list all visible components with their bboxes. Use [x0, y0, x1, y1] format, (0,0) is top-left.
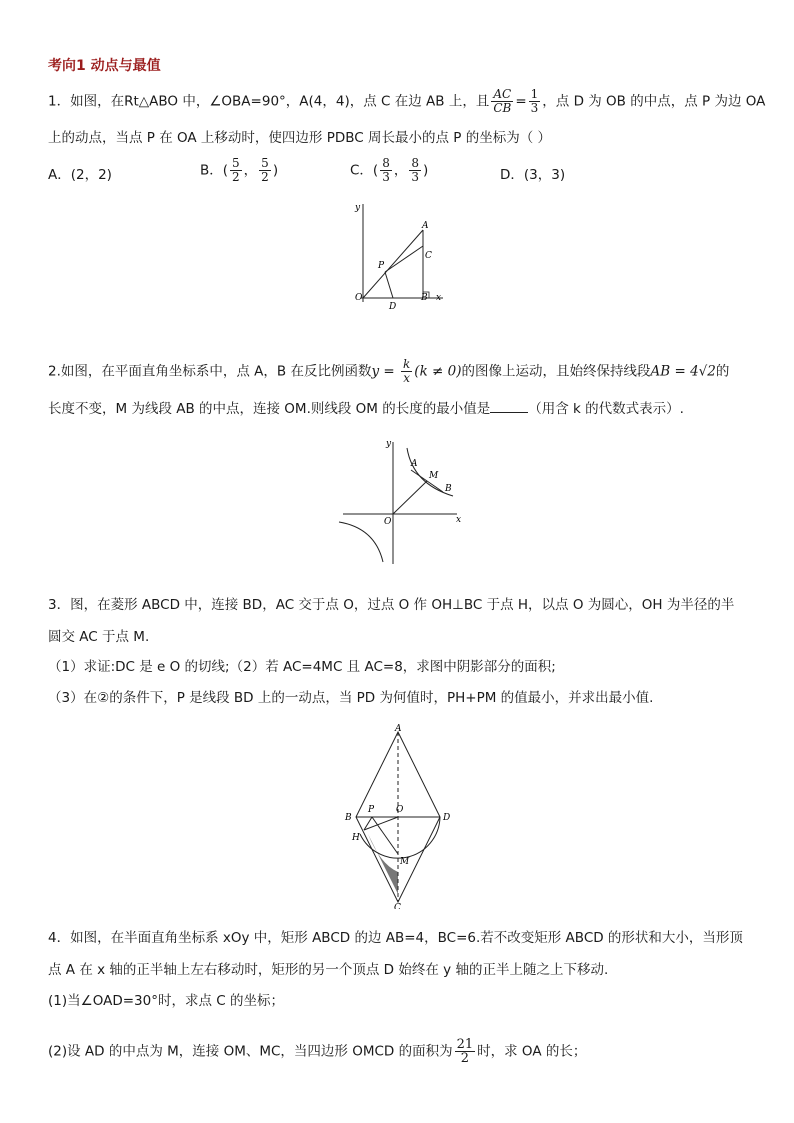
- q3-segment-pm: [372, 817, 398, 854]
- q1-text-a: 1．如图，在Rt△ABO 中，∠OBA=90°，A(4，4)，点 C 在边 AB 上，且: [48, 93, 490, 110]
- q3-line1: 3．图，在菱形 ABCD 中，连接 BD，AC 交于点 O，过点 O 作 OH⊥BC 于点 H，以点 O 为圆心，OH 为半径的半: [48, 597, 735, 613]
- q2-fraction-k-x: $\frac{k}{x}$: [403, 357, 411, 385]
- q3-semicircle-arc: [360, 817, 440, 858]
- q3-figure: [330, 724, 460, 909]
- q3-label-o: O: [396, 805, 404, 815]
- q1-label-b: B: [421, 293, 428, 303]
- q3-label-m: M: [400, 857, 410, 867]
- q1-figure: [345, 198, 455, 313]
- q2-text-b: 的图像上运动，且始终保持线段: [461, 363, 651, 380]
- q3-label-b: B: [345, 813, 352, 823]
- q1-label-y: y: [355, 203, 361, 213]
- q1-label-p: P: [378, 261, 385, 271]
- q1-label-d: D: [389, 302, 397, 312]
- q1-segment-pc: [385, 246, 423, 272]
- q3-label-d: D: [443, 813, 451, 823]
- q1-label-a: A: [422, 221, 429, 231]
- q1-option-d: D．(3，3): [500, 167, 566, 183]
- q4-line3: (1)当∠OAD=30°时，求点 C 的坐标；: [48, 993, 284, 1009]
- q3-label-h: H: [352, 833, 360, 843]
- q2-label-x: x: [456, 515, 462, 525]
- q4-fraction-21-2: $\frac{21}{2}$: [456, 1037, 474, 1066]
- q2-figure: [335, 432, 465, 567]
- q1-line2: 上的动点，当点 P 在 OA 上移动时，使四边形 PDBC 周长最小的点 P 的坐标为（ ）: [48, 130, 552, 146]
- q2-label-y: y: [386, 439, 392, 449]
- q3-segment-oh: [364, 817, 398, 830]
- q2-segment-length: AB = 4√2: [650, 363, 716, 380]
- q3-label-c: C: [394, 903, 401, 909]
- q1-label-x: x: [436, 293, 442, 303]
- q1-fraction-ac-cb: $\frac{AC}{CB}$: [493, 87, 512, 115]
- q1-segment-oa: [363, 230, 423, 298]
- q1-option-a: A．(2，2): [48, 167, 112, 183]
- q2-hyperbola-branch-2: [339, 522, 383, 562]
- q3-line4: （3）在②的条件下，P 是线段 BD 上的一动点，当 PD 为何值时，PH+PM 的值最小，并求出最小值.: [48, 690, 654, 706]
- q2-label-b: B: [445, 484, 452, 494]
- q2-func-condition: (k ≠ 0): [414, 363, 462, 380]
- q4-line4: (2)设 AD 的中点为 M，连接 OM、MC，当四边形 OMCD 的面积为 $\frac{21}{2}$ 时，求 OA 的长；: [48, 1037, 587, 1066]
- q4-line2: 点 A 在 x 轴的正半轴上左右移动时，矩形的另一个顶点 D 始终在 y 轴的正半上随之上下移动.: [48, 962, 609, 978]
- q1-segment-pd: [385, 272, 393, 298]
- q2-label-o: O: [384, 517, 392, 527]
- q3-line3: （1）求证:DC 是 e O 的切线;（2）若 AC=4MC 且 AC=8，求图中阴影部分的面积;: [48, 659, 556, 675]
- q1-equals: =: [515, 93, 527, 110]
- q3-shaded-region: [368, 834, 398, 894]
- q3-label-p: P: [368, 805, 375, 815]
- q1-label-o: O: [355, 293, 363, 303]
- q2-label-m: M: [429, 471, 439, 481]
- q1-option-c: C．( $\frac{8}{3}$ ， $\frac{8}{3}$ ): [350, 156, 429, 184]
- q3-label-a: A: [395, 724, 402, 734]
- q2-label-a: A: [411, 459, 418, 469]
- q2-line2: 长度不变，M 为线段 AB 的中点，连接 OM.则线段 OM 的长度的最小值是 （用含 k 的代数式表示）.: [48, 398, 684, 419]
- q2-line1: 2.如图，在平面直角坐标系中，点 A，B 在反比例函数y = $\frac{k}{x}$ (k ≠ 0)的图像上运动，且始终保持线段AB = 4√2的: [48, 357, 730, 385]
- q1-option-b: B．( $\frac{5}{2}$ ， $\frac{5}{2}$ ): [200, 156, 279, 184]
- q2-segment-om: [393, 481, 427, 514]
- section-title: 考向1 动点与最值: [48, 58, 161, 74]
- q3-line2: 圆交 AC 于点 M.: [48, 629, 150, 645]
- q1-line1: [48, 88, 765, 115]
- q2-answer-blank: [490, 398, 528, 413]
- q4-line1: 4．如图，在半面直角坐标系 xOy 中，矩形 ABCD 的边 AB=4，BC=6.若不改变矩形 ABCD 的形状和大小，当形顶: [48, 930, 743, 946]
- q2-func-y: y: [371, 363, 380, 380]
- q1-fraction-one-third: $\frac{1}{3}$: [530, 87, 539, 115]
- q2-text-a: 2.如图，在平面直角坐标系中，点 A，B 在反比例函数: [48, 363, 372, 380]
- q1-label-c: C: [425, 251, 432, 261]
- q1-text-b: ，点 D 为 OB 的中点，点 P 为边 OA: [542, 93, 766, 110]
